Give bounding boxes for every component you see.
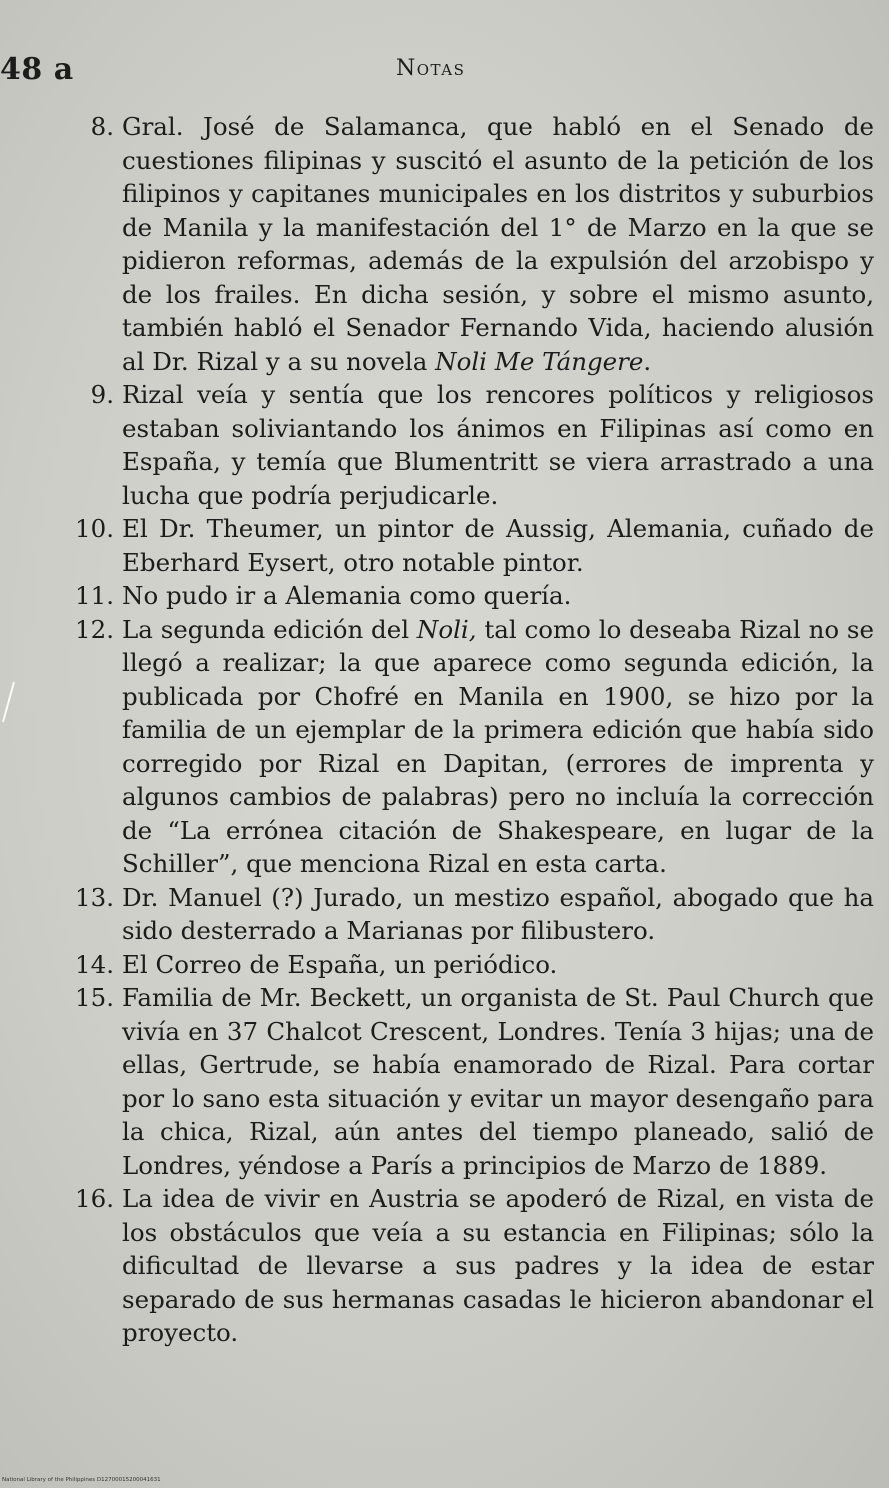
novel-title: Noli, [416,614,477,644]
note-number: 10. [75,514,114,543]
note-13 [74,881,874,948]
note-text: La segunda edición del Noli, tal como lo deseaba Rizal no se llegó a realizar; la que aparece como segunda edición, la publicada por Chofré en Manila en 1900, se hizo por la familia de un ejemplar de la primera edición que había sido corregido por Rizal en Dapitan, (errores de imprenta y algunos cambios de palabras) pero no incluía la corrección de “La errónea citación de Shakespeare, en lugar de la Schiller”, que menciona Rizal en esta carta. [122,614,874,878]
note-11 [74,579,874,613]
note-number: 8. [90,112,114,141]
note-number: 12. [75,614,114,644]
library-footer: National Library of the Philippines D12700015200041631 [2,1477,161,1483]
note-text: La idea de vivir en Austria se apoderó de Rizal, en vista de los obstáculos que veía a su estancia en Filipinas; sólo la dificultad de llevarse a sus padres y la idea de estar separado de sus hermanas casadas le hicieron abandonar el proyecto. [122,1184,874,1347]
note-text: Familia de Mr. Beckett, un organista de St. Paul Church que vivía en 37 Chalcot Crescent, Londres. Tenía 3 hijas; una de ellas, Gertrude, se había enamorado de Rizal. Para cortar por lo sano esta situación y evitar un mayor desengaño para la chica, Rizal, aún antes del tiempo planeado, salió de Londres, yéndose a París a principios de Marzo de 1889. [122,983,874,1180]
note-12 [74,613,874,881]
novel-title: Noli Me Tángere [435,346,644,376]
margin-mark-icon [0,680,16,724]
page-number: 48 a [0,52,74,87]
note-text: Dr. Manuel (?) Jurado, un mestizo español, abogado que ha sido desterrado a Marianas por filibustero. [122,882,874,945]
note-text: El Correo de España, un periódico. [122,949,558,979]
note-8 [74,110,874,378]
note-number: 13. [75,882,114,912]
note-text: El Dr. Theumer, un pintor de Aussig, Alemania, cuñado de Eberhard Eysert, otro notable pintor. [122,514,874,577]
note-16 [74,1182,874,1350]
notes-list [74,110,874,1350]
note-number: 11. [75,581,114,610]
note-9 [74,378,874,512]
note-number: 9. [90,380,114,409]
note-10 [74,512,874,579]
running-head: Notas [396,56,466,81]
note-number: 16. [75,1184,114,1213]
note-number: 15. [75,983,114,1012]
note-text: No pudo ir a Alemania como quería. [122,581,572,610]
note-text: Gral. José de Salamanca, que habló en el Senado de cuestiones filipinas y suscitó el asunto de la petición de los filipinos y capitanes municipales en los distritos y suburbios de Manila y la manifestación del 1° de Marzo en la que se pidieron reformas, además de la expulsión del arzobispo y de los frailes. En dicha sesión, y sobre el mismo asunto, también habló el Senador Fernando Vida, haciendo alusión al Dr. Rizal y a su novela Noli Me Tángere. [122,112,874,376]
note-15 [74,981,874,1182]
note-14 [74,948,874,982]
note-text: Rizal veía y sentía que los rencores políticos y religiosos estaban soliviantando los ánimos en Filipinas así como en España, y temía que Blumentritt se viera arrastrado a una lucha que podría perjudicarle. [122,380,874,510]
note-number: 14. [75,949,114,979]
